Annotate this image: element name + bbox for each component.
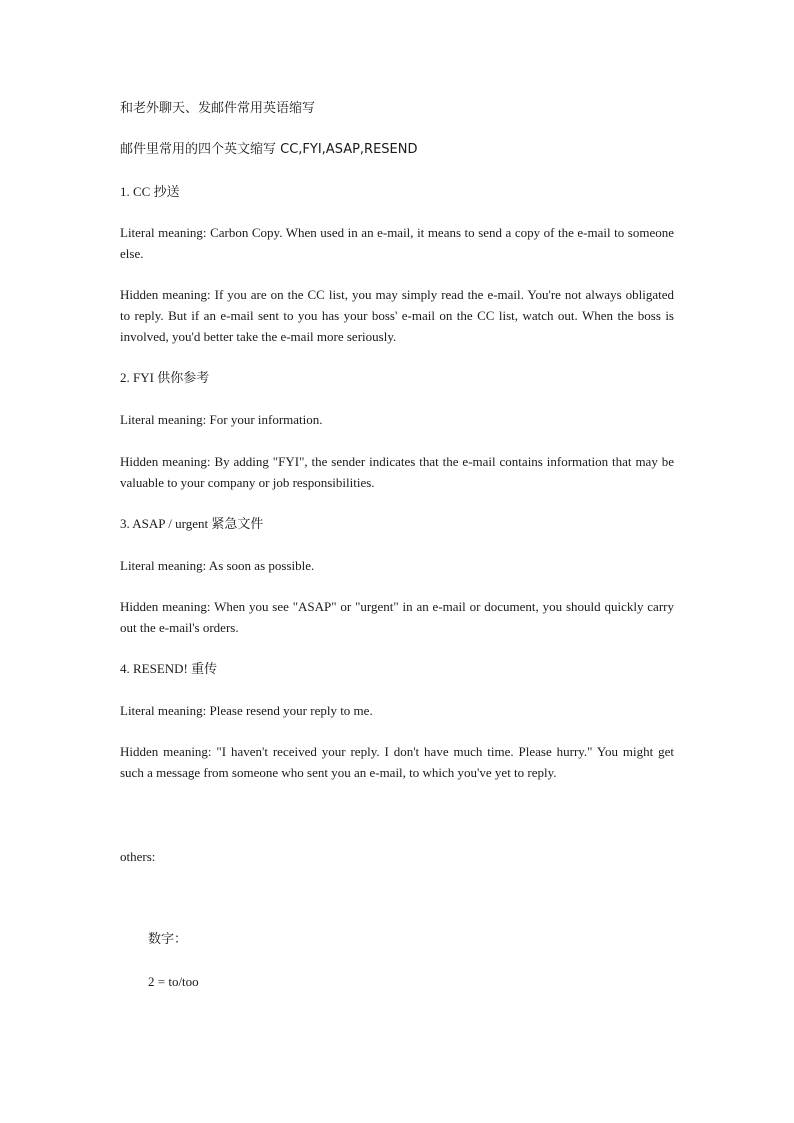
section-literal-resend: Literal meaning: Please resend your reply to me.: [120, 703, 373, 718]
section-heading-fyi: 2. FYI 供你参考: [120, 370, 210, 385]
section-literal-fyi: Literal meaning: For your information.: [120, 412, 323, 427]
document-title: 和老外聊天、发邮件常用英语缩写: [120, 101, 316, 116]
section-heading-cc: 1. CC 抄送: [120, 184, 180, 199]
section-hidden-fyi: Hidden meaning: By adding "FYI", the sender indicates that the e-mail contains information that may be valuable to your company or job responsibilities.: [120, 454, 674, 490]
document-subtitle: 邮件里常用的四个英文缩写 CC,FYI,ASAP,RESEND: [120, 142, 418, 157]
section-hidden-asap: Hidden meaning: When you see "ASAP" or "urgent" in an e-mail or document, you should quickly carry out the e-mail's orders.: [120, 599, 674, 635]
numbers-label: 数字：: [148, 932, 188, 947]
numbers-item: 2 = to/too: [148, 974, 199, 989]
section-hidden-cc: Hidden meaning: If you are on the CC list, you may simply read the e-mail. You're not always obligated to reply. But if an e-mail sent to you has your boss' e-mail on the CC list, watch out. When the boss is involved, you'd better take the e-mail more seriously.: [120, 287, 674, 344]
section-hidden-resend: Hidden meaning: "I haven't received your reply. I don't have much time. Please hurry." You might get such a message from someone who sent you an e-mail, to which you've yet to reply.: [120, 744, 674, 780]
section-heading-resend: 4. RESEND! 重传: [120, 661, 218, 676]
section-heading-asap: 3. ASAP / urgent 紧急文件: [120, 516, 264, 531]
section-literal-asap: Literal meaning: As soon as possible.: [120, 558, 315, 573]
section-literal-cc: Literal meaning: Carbon Copy. When used in an e-mail, it means to send a copy of the e-mail to someone else.: [120, 225, 674, 261]
others-label: others:: [120, 849, 156, 864]
